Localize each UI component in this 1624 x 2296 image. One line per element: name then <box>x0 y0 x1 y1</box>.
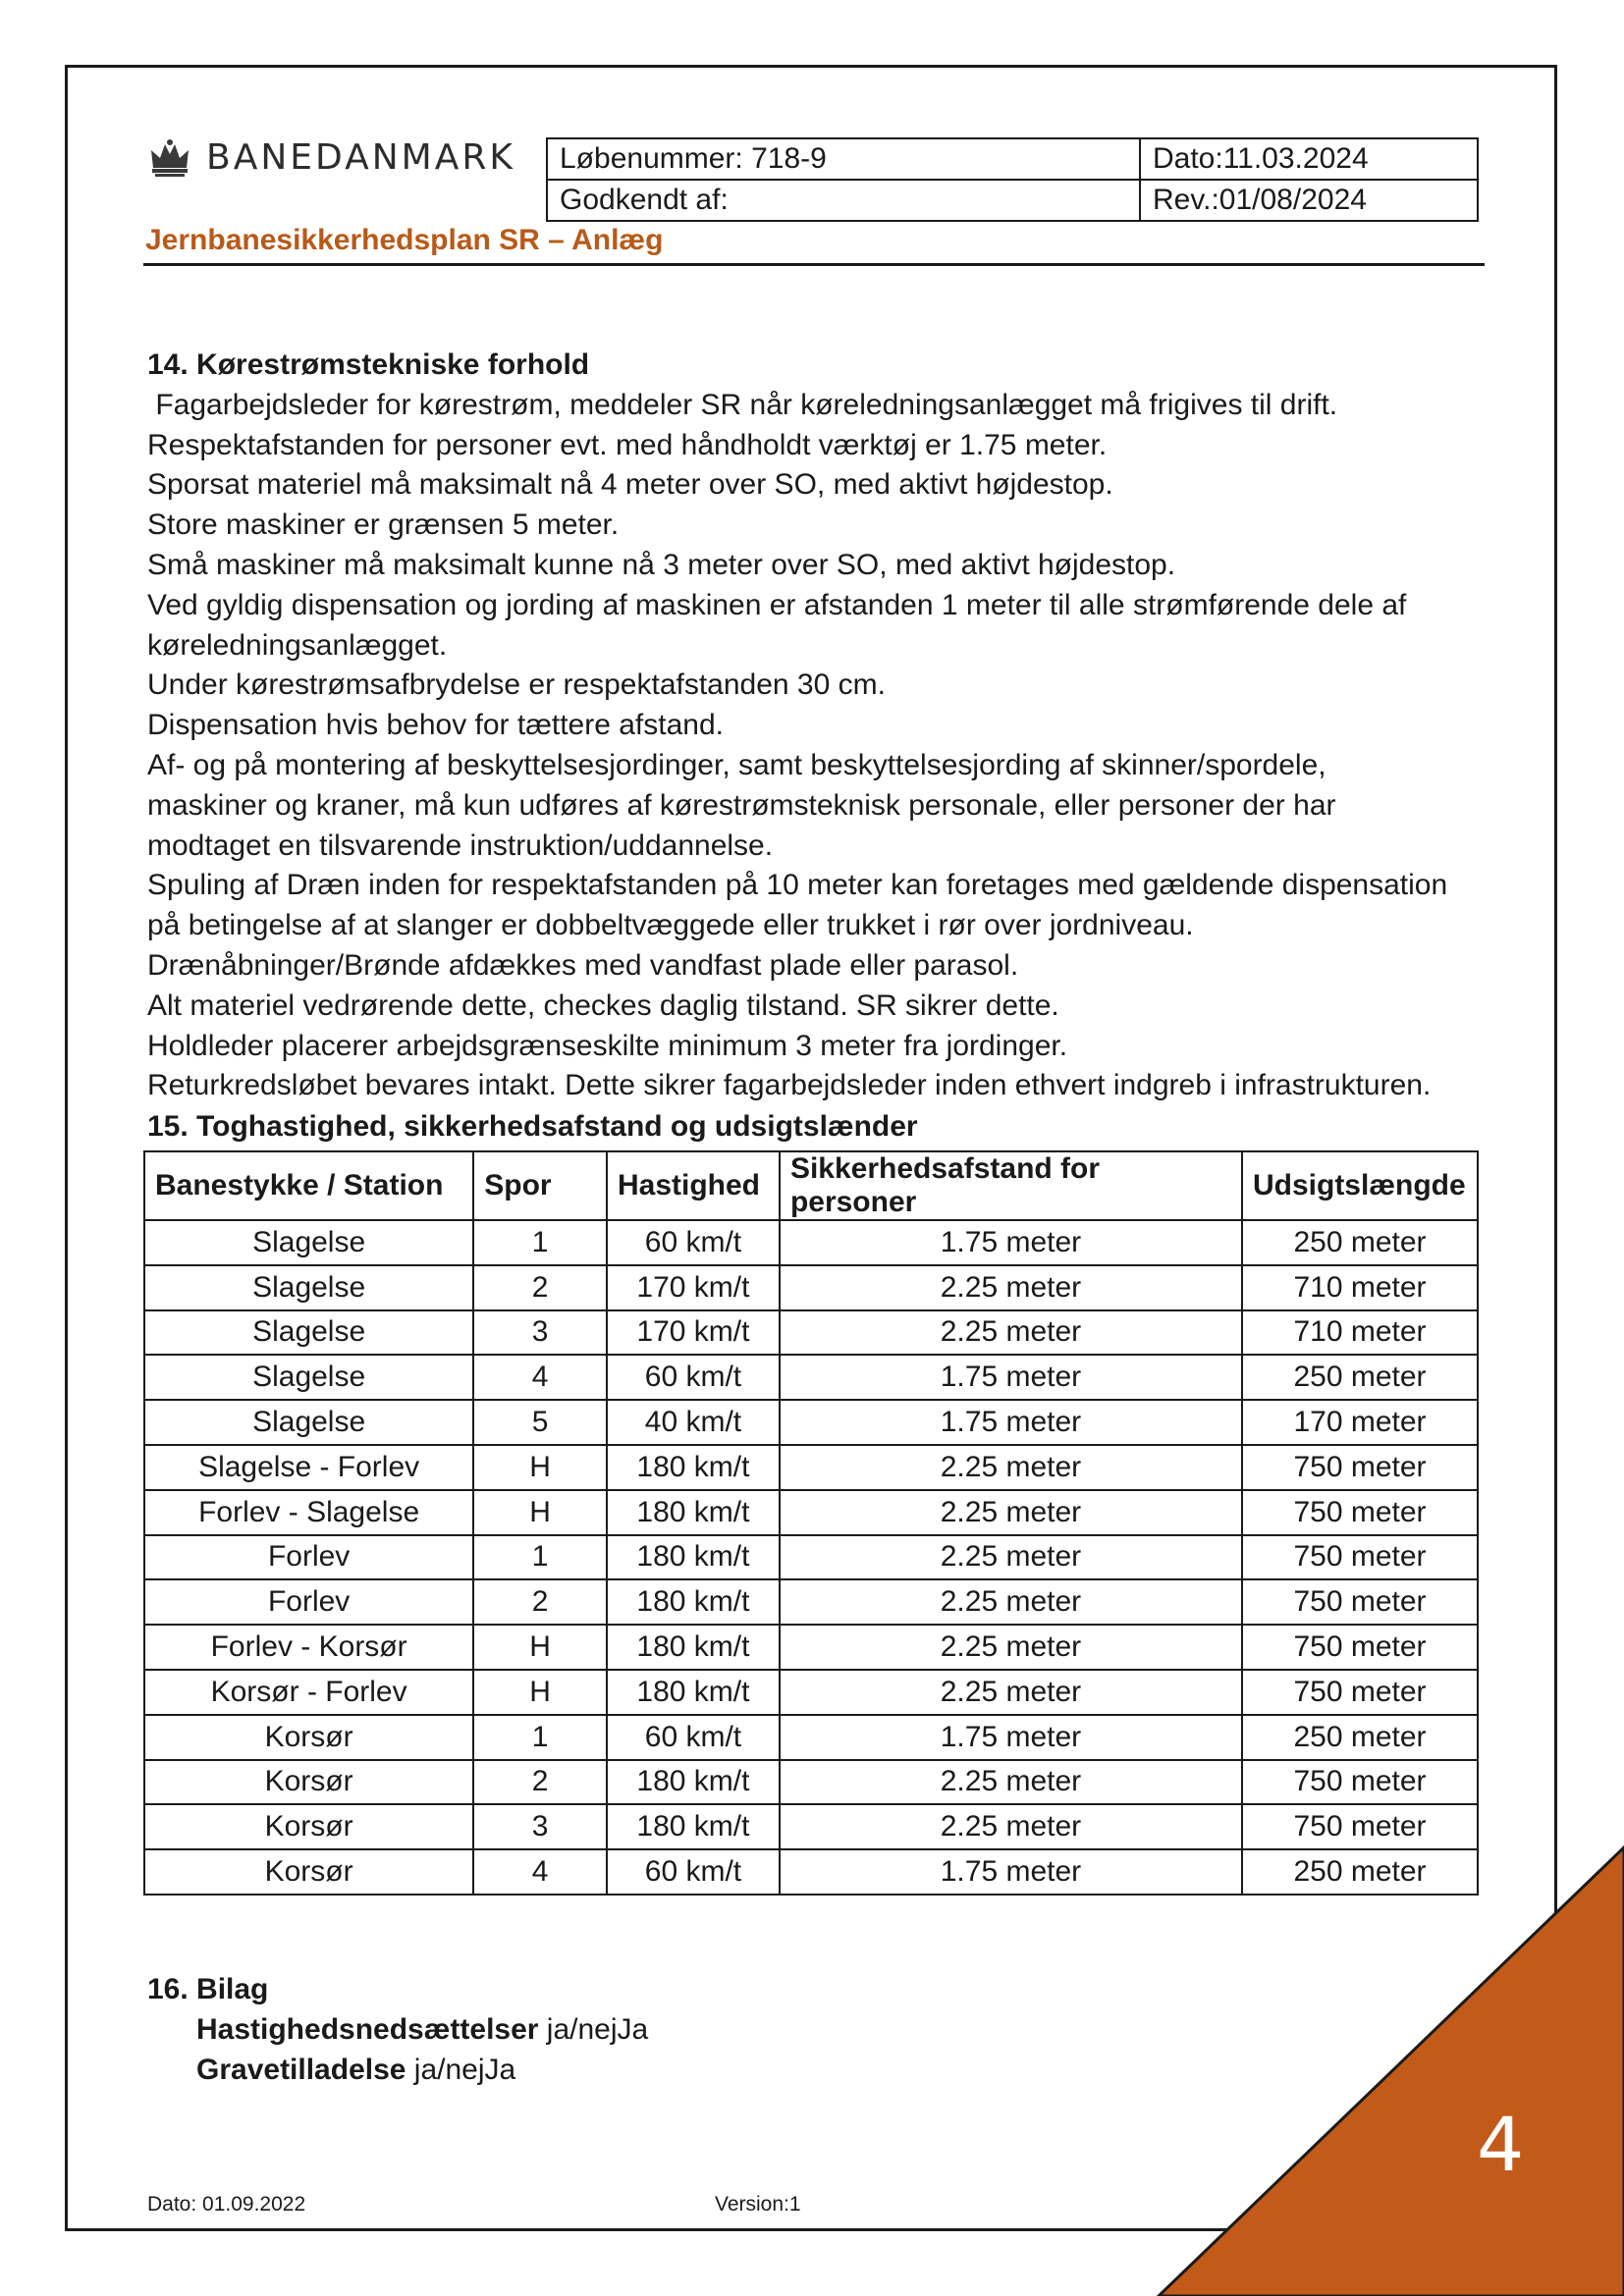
footer-version: Version:1 <box>715 2193 801 2216</box>
table-cell: 4 <box>473 1849 607 1895</box>
table-cell: 250 meter <box>1242 1715 1478 1760</box>
table-cell: 750 meter <box>1242 1445 1478 1490</box>
body-line: Returkredsløbet bevares intakt. Dette sikrer fagarbejdsleder inden ethvert indgreb i infrastrukturen. <box>147 1069 1432 1102</box>
table-cell: 180 km/t <box>607 1445 780 1490</box>
table-cell: 3 <box>473 1310 607 1356</box>
table-cell: 180 km/t <box>607 1804 780 1849</box>
column-header: Spor <box>473 1151 607 1220</box>
table-cell: 2.25 meter <box>780 1804 1242 1849</box>
section-14-heading: 14. Kørestrømstekniske forhold <box>147 348 590 381</box>
table-cell: Forlev <box>144 1579 473 1625</box>
footer-date: Dato: 01.09.2022 <box>147 2193 306 2216</box>
body-line: Sporsat materiel må maksimalt nå 4 meter over SO, med aktivt højdestop. <box>147 468 1113 502</box>
table-cell: 180 km/t <box>607 1535 780 1580</box>
table-cell: 1.75 meter <box>780 1400 1242 1445</box>
table-cell: 750 meter <box>1242 1579 1478 1625</box>
table-cell: 710 meter <box>1242 1265 1478 1310</box>
table-cell: H <box>473 1625 607 1670</box>
body-line: Spuling af Dræn inden for respektafstanden på 10 meter kan foretages med gældende dispensation <box>147 869 1448 902</box>
table-cell: Forlev - Korsør <box>144 1625 473 1670</box>
table-cell: 170 meter <box>1242 1400 1478 1445</box>
column-header: Sikkerhedsafstand for personer <box>780 1151 1242 1220</box>
date-cell: Dato:11.03.2024 <box>1140 138 1478 180</box>
body-line: køreledningsanlægget. <box>147 628 448 662</box>
table-cell: 180 km/t <box>607 1625 780 1670</box>
lobenummer-cell: Løbenummer: 718-9 <box>547 138 1140 180</box>
logo-wordmark: BANEDANMARK <box>206 137 515 178</box>
table-cell: 180 km/t <box>607 1670 780 1715</box>
table-cell: 1.75 meter <box>780 1220 1242 1265</box>
page-number: 4 <box>1477 2101 1525 2188</box>
table-cell: H <box>473 1670 607 1715</box>
table-cell: H <box>473 1445 607 1490</box>
table-cell: 2.25 meter <box>780 1535 1242 1580</box>
table-cell: 170 km/t <box>607 1265 780 1310</box>
table-cell: 1 <box>473 1220 607 1265</box>
table-cell: Korsør <box>144 1760 473 1805</box>
table-cell: Korsør <box>144 1849 473 1895</box>
table-cell: 750 meter <box>1242 1490 1478 1535</box>
table-cell: 5 <box>473 1400 607 1445</box>
approved-by-cell: Godkendt af: <box>547 180 1140 221</box>
table-cell: 1 <box>473 1535 607 1580</box>
table-cell: 2.25 meter <box>780 1670 1242 1715</box>
body-line: modtaget en tilsvarende instruktion/uddannelse. <box>147 828 774 862</box>
table-cell: Slagelse <box>144 1220 473 1265</box>
table-cell: H <box>473 1490 607 1535</box>
body-line: på betingelse af at slanger er dobbeltvæggede eller trukket i rør over jordniveau. <box>147 909 1194 942</box>
bilag-item-value: ja/nejJa <box>538 2013 649 2046</box>
table-cell: 1.75 meter <box>780 1715 1242 1760</box>
table-cell: Korsør <box>144 1715 473 1760</box>
table-cell: 1.75 meter <box>780 1849 1242 1895</box>
table-cell: Forlev <box>144 1535 473 1580</box>
table-cell: 40 km/t <box>607 1400 780 1445</box>
table-cell: 750 meter <box>1242 1670 1478 1715</box>
body-line: Alt materiel vedrørende dette, checkes daglig tilstand. SR sikrer dette. <box>147 988 1059 1022</box>
table-cell: Slagelse <box>144 1310 473 1356</box>
table-cell: 2 <box>473 1579 607 1625</box>
table-cell: 2.25 meter <box>780 1490 1242 1535</box>
body-line: Dispensation hvis behov for tættere afstand. <box>147 709 724 742</box>
table-cell: 60 km/t <box>607 1849 780 1895</box>
table-cell: 180 km/t <box>607 1760 780 1805</box>
table-cell: 750 meter <box>1242 1804 1478 1849</box>
table-cell: Korsør <box>144 1804 473 1849</box>
table-cell: 4 <box>473 1355 607 1400</box>
table-cell: 750 meter <box>1242 1535 1478 1580</box>
table-cell: 250 meter <box>1242 1220 1478 1265</box>
table-cell: 170 km/t <box>607 1310 780 1356</box>
table-cell: 2.25 meter <box>780 1310 1242 1356</box>
column-header: Udsigtslængde <box>1242 1151 1478 1220</box>
table-cell: 710 meter <box>1242 1310 1478 1356</box>
table-cell: 2 <box>473 1265 607 1310</box>
table-cell: 60 km/t <box>607 1220 780 1265</box>
document-subtitle: Jernbanesikkerhedsplan SR – Anlæg <box>145 224 664 256</box>
table-cell: 2.25 meter <box>780 1579 1242 1625</box>
body-line: Ved gyldig dispensation og jording af maskinen er afstanden 1 meter til alle strømførende dele af <box>147 588 1407 621</box>
body-line: Fagarbejdsleder for kørestrøm, meddeler SR når køreledningsanlægget må frigives til drift. <box>147 388 1338 421</box>
table-cell: Slagelse <box>144 1355 473 1400</box>
table-cell: Forlev - Slagelse <box>144 1490 473 1535</box>
table-cell: 60 km/t <box>607 1355 780 1400</box>
section-15-heading: 15. Toghastighed, sikkerhedsafstand og udsigtslænder <box>147 1110 918 1143</box>
table-cell: 3 <box>473 1804 607 1849</box>
table-cell: 180 km/t <box>607 1490 780 1535</box>
table-cell: 2 <box>473 1760 607 1805</box>
table-cell: Korsør - Forlev <box>144 1670 473 1715</box>
table-cell: 250 meter <box>1242 1849 1478 1895</box>
column-header: Banestykke / Station <box>144 1151 473 1220</box>
table-cell: 2.25 meter <box>780 1445 1242 1490</box>
bilag-item-label: Hastighedsnedsættelser <box>196 2013 539 2046</box>
body-line: Af- og på montering af beskyttelsesjordinger, samt beskyttelsesjording af skinner/spordele, <box>147 748 1326 781</box>
table-cell: 1 <box>473 1715 607 1760</box>
table-cell: 750 meter <box>1242 1760 1478 1805</box>
table-cell: 1.75 meter <box>780 1355 1242 1400</box>
table-cell: 2.25 meter <box>780 1265 1242 1310</box>
body-line: Drænåbninger/Brønde afdækkes med vandfast plade eller parasol. <box>147 948 1019 982</box>
body-line: Under kørestrømsafbrydelse er respektafstanden 30 cm. <box>147 668 886 702</box>
table-cell: 2.25 meter <box>780 1760 1242 1805</box>
table-cell: 250 meter <box>1242 1355 1478 1400</box>
table-cell: 60 km/t <box>607 1715 780 1760</box>
body-line: maskiner og kraner, må kun udføres af kørestrømsteknisk personale, eller personer der har <box>147 788 1336 822</box>
table-cell: Slagelse <box>144 1400 473 1445</box>
column-header: Hastighed <box>607 1151 780 1220</box>
body-line: Små maskiner må maksimalt kunne nå 3 meter over SO, med aktivt højdestop. <box>147 548 1176 581</box>
table-cell: 750 meter <box>1242 1625 1478 1670</box>
body-line: Store maskiner er grænsen 5 meter. <box>147 508 620 542</box>
section-16-heading: 16. Bilag <box>147 1973 269 2005</box>
table-cell: 180 km/t <box>607 1579 780 1625</box>
bilag-item-value: ja/nejJa <box>406 2054 516 2086</box>
revision-cell: Rev.:01/08/2024 <box>1140 180 1478 221</box>
body-line: Holdleder placerer arbejdsgrænseskilte minimum 3 meter fra jordinger. <box>147 1029 1068 1062</box>
body-line: Respektafstanden for personer evt. med håndholdt værktøj er 1.75 meter. <box>147 428 1108 461</box>
table-cell: Slagelse - Forlev <box>144 1445 473 1490</box>
table-cell: 2.25 meter <box>780 1625 1242 1670</box>
table-cell: Slagelse <box>144 1265 473 1310</box>
bilag-item-label: Gravetilladelse <box>196 2054 406 2086</box>
